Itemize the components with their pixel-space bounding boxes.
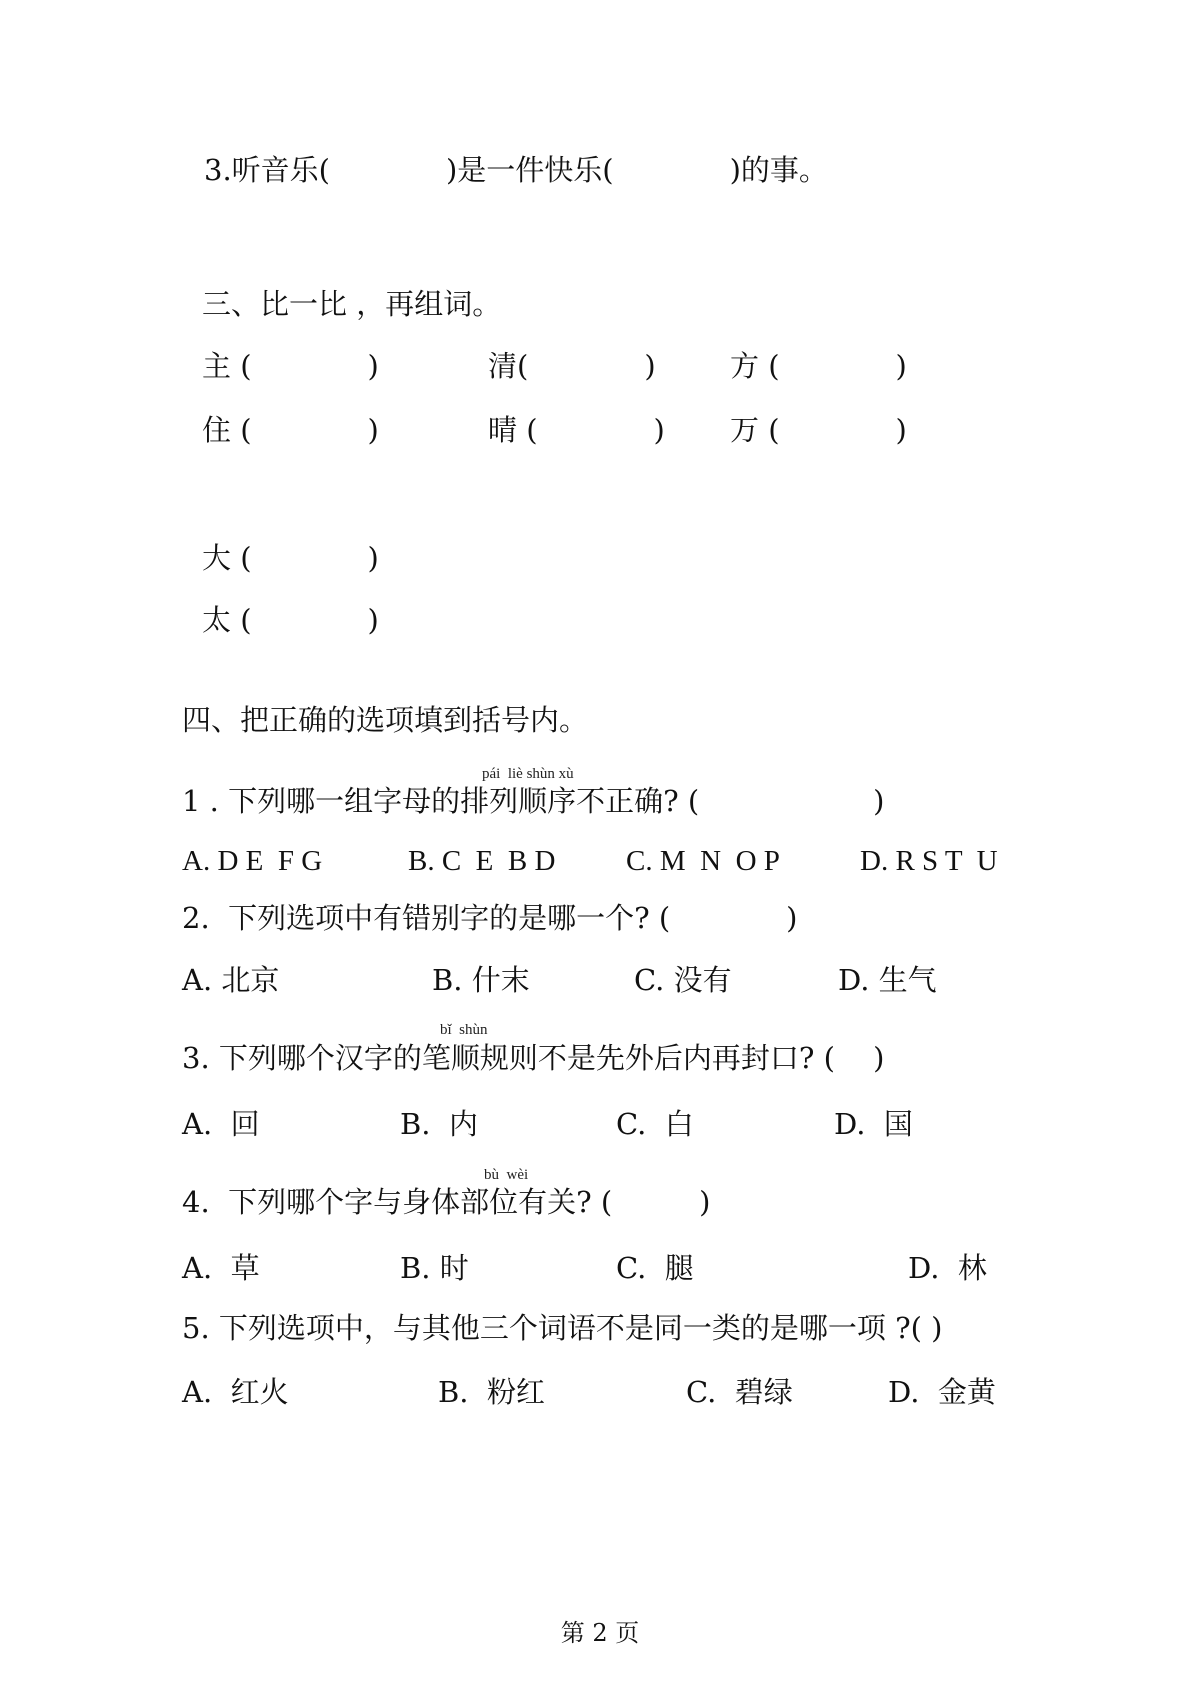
question-2-option-d: D. 生气 [838, 963, 937, 997]
question-4-text: 4. 下列哪个字与身体部位有关? ( ) [182, 1185, 711, 1219]
question-5-option-b: B. 粉红 [438, 1375, 545, 1409]
question-4-option-a: A. 草 [182, 1251, 260, 1285]
word-pair-item: 方 ( ) [730, 349, 907, 383]
word-pair-item: 清( ) [488, 349, 656, 383]
question-2-text: 2. 下列选项中有错别字的是哪一个? ( ) [182, 901, 798, 935]
question-3-option-d: D. 国 [834, 1107, 913, 1141]
question-4-option-b: B. 时 [400, 1251, 469, 1285]
section-3-heading: 三、比一比 ，再组词。 [202, 287, 502, 321]
question-5-option-c: C. 碧绿 [686, 1375, 793, 1409]
question-2-option-b: B. 什末 [432, 963, 530, 997]
question-1-text: 1 . 下列哪一组字母的排列顺序不正确? ( ) [182, 784, 885, 818]
word-pair-item: 大 ( ) [202, 541, 379, 575]
question-5-option-a: A. 红火 [182, 1375, 289, 1409]
question-4-option-d: D. 林 [908, 1251, 987, 1285]
word-pair-item: 万 ( ) [730, 413, 907, 447]
page-number: 第 2 页 [560, 1619, 640, 1647]
question-3-option-c: C. 白 [616, 1107, 694, 1141]
question-1-option-c: C. M N O P [626, 845, 780, 877]
fill-in-sentence-3: 3.听音乐( )是一件快乐( )的事。 [204, 153, 828, 187]
word-pair-item: 晴 ( ) [488, 413, 665, 447]
question-3-option-a: A. 回 [182, 1107, 260, 1141]
section-4-heading: 四、把正确的选项填到括号内。 [182, 703, 589, 737]
word-pair-item: 主 ( ) [202, 349, 379, 383]
question-1-option-a: A. D E F G [182, 845, 323, 877]
question-4-pinyin: bù wèi [484, 1167, 529, 1183]
question-2-option-a: A. 北京 [182, 963, 280, 997]
question-5-text: 5. 下列选项中，与其他三个词语不是同一类的是哪一项 ?( ) [182, 1311, 943, 1345]
question-1-pinyin: pái liè shùn xù [482, 766, 574, 782]
question-1-option-b: B. C E B D [408, 845, 556, 877]
question-3-text: 3. 下列哪个汉字的笔顺规则不是先外后内再封口? ( ) [182, 1041, 885, 1075]
question-4-option-c: C. 腿 [616, 1251, 694, 1285]
question-1-option-d: D. R S T U [860, 845, 998, 877]
question-2-option-c: C. 没有 [634, 963, 732, 997]
question-5-option-d: D. 金黄 [888, 1375, 996, 1409]
word-pair-item: 住 ( ) [202, 413, 379, 447]
word-pair-item: 太 ( ) [202, 603, 379, 637]
question-3-option-b: B. 内 [400, 1107, 478, 1141]
question-3-pinyin: bǐ shùn [440, 1022, 488, 1038]
